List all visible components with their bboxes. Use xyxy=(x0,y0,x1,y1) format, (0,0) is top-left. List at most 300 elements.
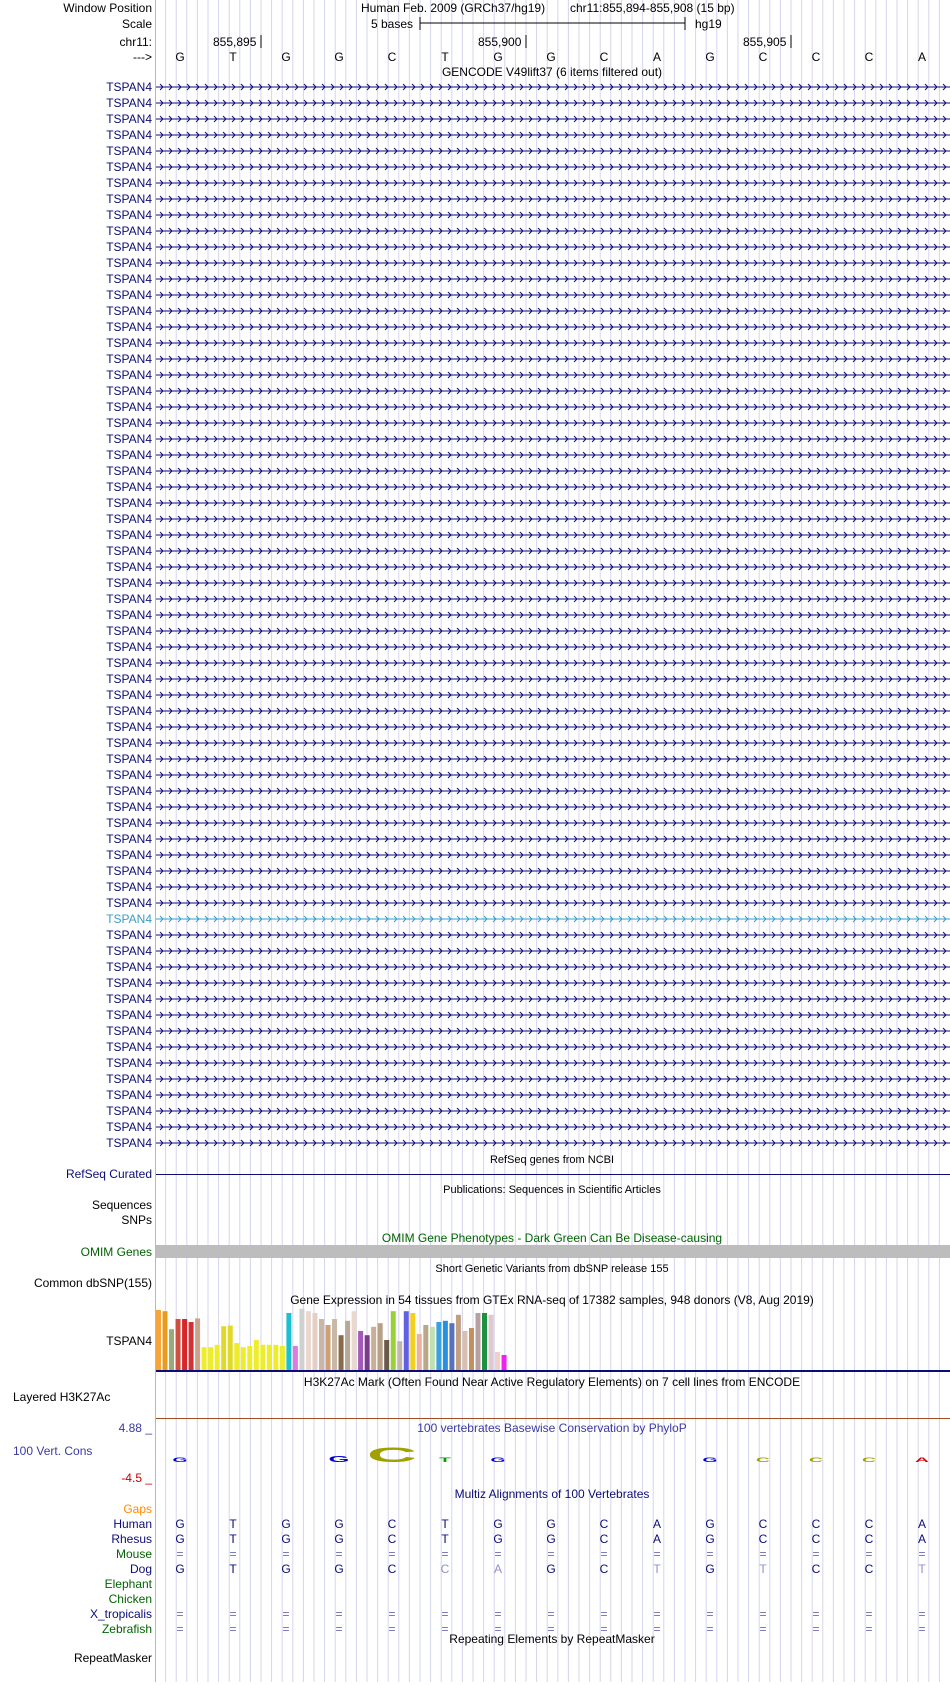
gencode-label[interactable]: TSPAN4 xyxy=(106,672,152,686)
gencode-label[interactable]: TSPAN4 xyxy=(106,1120,152,1134)
gencode-label[interactable]: TSPAN4 xyxy=(106,176,152,190)
gtex-bar[interactable] xyxy=(215,1345,220,1370)
gencode-transcript[interactable] xyxy=(156,340,950,346)
snp-label[interactable]: Common dbSNP(155) xyxy=(33,1276,152,1290)
gtex-bar[interactable] xyxy=(273,1345,278,1370)
gencode-title[interactable]: GENCODE V49lift37 (6 items filtered out) xyxy=(441,65,663,79)
gtex-bar[interactable] xyxy=(397,1341,402,1370)
base-5: T xyxy=(441,50,449,64)
gencode-label[interactable]: TSPAN4 xyxy=(106,112,152,126)
gencode-transcript[interactable] xyxy=(156,756,950,762)
alignment-base: T xyxy=(229,1517,237,1531)
gtex-bar[interactable] xyxy=(228,1326,233,1370)
gencode-label[interactable]: TSPAN4 xyxy=(106,752,152,766)
phylop-letter: C xyxy=(756,1456,770,1464)
h3k27ac-baseline xyxy=(156,1418,950,1419)
gtex-bar[interactable] xyxy=(378,1323,383,1370)
position-readout[interactable]: chr11:855,894-855,908 (15 bp) xyxy=(570,1,735,15)
gencode-label[interactable]: TSPAN4 xyxy=(106,352,152,366)
gencode-label[interactable]: TSPAN4 xyxy=(106,1056,152,1070)
gencode-transcript[interactable] xyxy=(156,548,950,554)
omim-title[interactable]: OMIM Gene Phenotypes - Dark Green Can Be Disease-causing xyxy=(381,1231,723,1245)
alignment-base: T xyxy=(229,1562,237,1576)
phylop-logo[interactable] xyxy=(156,1436,950,1474)
gencode-features[interactable] xyxy=(156,80,950,1150)
gtex-bar[interactable] xyxy=(462,1331,467,1370)
gencode-label[interactable]: TSPAN4 xyxy=(106,1008,152,1022)
gtex-bar[interactable] xyxy=(365,1335,370,1370)
alignment-base: = xyxy=(441,1547,449,1561)
gencode-label[interactable]: TSPAN4 xyxy=(106,848,152,862)
gencode-transcript[interactable] xyxy=(156,196,950,202)
multiz-title[interactable]: Multiz Alignments of 100 Vertebrates xyxy=(454,1487,650,1501)
gtex-bar[interactable] xyxy=(345,1321,350,1370)
repeatmasker-title[interactable]: Repeating Elements by RepeatMasker xyxy=(449,1632,655,1646)
gencode-label[interactable]: TSPAN4 xyxy=(106,624,152,638)
snps-label[interactable]: SNPs xyxy=(121,1213,152,1227)
gencode-label[interactable]: TSPAN4 xyxy=(106,496,152,510)
gtex-bar[interactable] xyxy=(384,1340,389,1370)
gencode-label[interactable]: TSPAN4 xyxy=(106,1040,152,1054)
phylop-label[interactable]: 100 Vert. Cons xyxy=(13,1444,93,1458)
gencode-label[interactable]: TSPAN4 xyxy=(106,784,152,798)
gencode-transcript[interactable] xyxy=(156,596,950,602)
gtex-bar[interactable] xyxy=(267,1345,272,1370)
gencode-label[interactable]: TSPAN4 xyxy=(106,768,152,782)
gencode-transcript[interactable] xyxy=(156,292,950,298)
ruler-ticks xyxy=(155,34,950,50)
gencode-transcript[interactable] xyxy=(156,308,950,314)
gencode-label[interactable]: TSPAN4 xyxy=(106,960,152,974)
gencode-label[interactable]: TSPAN4 xyxy=(106,256,152,270)
gencode-transcript[interactable] xyxy=(156,116,950,122)
gencode-transcript[interactable] xyxy=(156,276,950,282)
gencode-transcript[interactable] xyxy=(156,1012,950,1018)
gencode-transcript[interactable] xyxy=(156,468,950,474)
gtex-bar[interactable] xyxy=(456,1315,461,1370)
alignment-base: = xyxy=(600,1622,608,1636)
h3k27ac-label[interactable]: Layered H3K27Ac xyxy=(13,1390,111,1404)
alignment-base: = xyxy=(600,1607,608,1621)
gencode-label[interactable]: TSPAN4 xyxy=(106,912,152,926)
gencode-transcript[interactable] xyxy=(156,852,950,858)
gencode-label[interactable]: TSPAN4 xyxy=(106,528,152,542)
base-7: G xyxy=(546,50,556,64)
phylop-title[interactable]: 100 vertebrates Basewise Conservation by PhyloP xyxy=(417,1421,687,1435)
window-position-label: Window Position xyxy=(63,1,152,15)
alignment-base: = xyxy=(494,1547,502,1561)
gencode-transcript[interactable] xyxy=(156,164,950,170)
species-label-x_tropicalis[interactable]: X_tropicalis xyxy=(89,1607,152,1621)
gtex-bar[interactable] xyxy=(189,1322,194,1370)
gencode-transcript[interactable] xyxy=(156,964,950,970)
gtex-bar[interactable] xyxy=(280,1346,285,1370)
gencode-label[interactable]: TSPAN4 xyxy=(106,336,152,350)
gencode-transcript[interactable] xyxy=(156,612,950,618)
gencode-transcript[interactable] xyxy=(156,996,950,1002)
species-label-chicken[interactable]: Chicken xyxy=(108,1592,152,1606)
gencode-transcript[interactable] xyxy=(156,212,950,218)
gencode-label[interactable]: TSPAN4 xyxy=(106,320,152,334)
gencode-label[interactable]: TSPAN4 xyxy=(106,976,152,990)
gaps-label: Gaps xyxy=(123,1502,152,1516)
gtex-bar[interactable] xyxy=(502,1355,507,1370)
refseq-title[interactable]: RefSeq genes from NCBI xyxy=(489,1154,615,1166)
gencode-transcript[interactable] xyxy=(156,772,950,778)
gtex-bar[interactable] xyxy=(176,1319,181,1370)
gencode-transcript[interactable] xyxy=(156,916,950,922)
gtex-bar[interactable] xyxy=(254,1340,259,1370)
base-0: G xyxy=(175,50,185,64)
gtex-bar[interactable] xyxy=(247,1346,252,1370)
alignment-base: A xyxy=(917,1517,926,1531)
gencode-transcript[interactable] xyxy=(156,1140,950,1146)
gencode-transcript[interactable] xyxy=(156,500,950,506)
gencode-label[interactable]: TSPAN4 xyxy=(106,544,152,558)
gencode-transcript[interactable] xyxy=(156,372,950,378)
alignment-base: G xyxy=(175,1562,185,1576)
gtex-bar[interactable] xyxy=(221,1326,226,1370)
alignment-base: G xyxy=(705,1517,715,1531)
alignment-base: G xyxy=(546,1562,556,1576)
gencode-label[interactable]: TSPAN4 xyxy=(106,400,152,414)
gencode-transcript[interactable] xyxy=(156,564,950,570)
gencode-transcript[interactable] xyxy=(156,724,950,730)
gencode-transcript[interactable] xyxy=(156,708,950,714)
gencode-label[interactable]: TSPAN4 xyxy=(106,736,152,750)
publications-title[interactable]: Publications: Sequences in Scientific Articles xyxy=(443,1184,661,1196)
species-label-human[interactable]: Human xyxy=(113,1517,152,1531)
gencode-label[interactable]: TSPAN4 xyxy=(106,240,152,254)
alignment-base: C xyxy=(599,1562,609,1576)
gencode-label[interactable]: TSPAN4 xyxy=(106,944,152,958)
gtex-bar[interactable] xyxy=(358,1331,363,1370)
gencode-transcript[interactable] xyxy=(156,628,950,634)
gencode-label[interactable]: TSPAN4 xyxy=(106,144,152,158)
alignment-base: C xyxy=(387,1532,397,1546)
gtex-bar[interactable] xyxy=(371,1327,376,1370)
alignment-base: G xyxy=(281,1532,291,1546)
phylop-letter: A xyxy=(915,1456,929,1464)
gencode-transcript[interactable] xyxy=(156,516,950,522)
gtex-bar[interactable] xyxy=(449,1323,454,1370)
gencode-transcript[interactable] xyxy=(156,420,950,426)
species-label-elephant[interactable]: Elephant xyxy=(104,1577,152,1591)
gencode-label[interactable]: TSPAN4 xyxy=(106,416,152,430)
gtex-bar[interactable] xyxy=(326,1325,331,1370)
gtex-bar[interactable] xyxy=(241,1347,246,1370)
alignment-base: G xyxy=(546,1532,556,1546)
alignment-base: G xyxy=(334,1562,344,1576)
base-11: C xyxy=(758,50,768,64)
alignment-base: = xyxy=(547,1607,555,1621)
gencode-transcript[interactable] xyxy=(156,452,950,458)
gtex-bar[interactable] xyxy=(312,1313,317,1370)
gtex-title[interactable]: Gene Expression in 54 tissues from GTEx RNA-seq of 17382 samples, 948 donors (V8, Aug 2019) xyxy=(290,1293,814,1307)
gtex-bar[interactable] xyxy=(332,1319,337,1370)
gencode-label[interactable]: TSPAN4 xyxy=(106,656,152,670)
alignment-base: C xyxy=(864,1562,874,1576)
gencode-transcript[interactable] xyxy=(156,1092,950,1098)
gencode-transcript[interactable] xyxy=(156,228,950,234)
gtex-bar[interactable] xyxy=(195,1318,200,1370)
gencode-label[interactable]: TSPAN4 xyxy=(106,816,152,830)
base-9: A xyxy=(652,50,661,64)
base-10: G xyxy=(705,50,715,64)
gencode-label[interactable]: TSPAN4 xyxy=(106,896,152,910)
gtex-bar[interactable] xyxy=(306,1311,311,1370)
alignment-base: G xyxy=(281,1562,291,1576)
gtex-bar[interactable] xyxy=(208,1347,213,1370)
alignment-base: = xyxy=(918,1607,926,1621)
gencode-label[interactable]: TSPAN4 xyxy=(106,464,152,478)
phylop-letter: C xyxy=(809,1456,823,1464)
alignment-base: T xyxy=(441,1532,449,1546)
gtex-bar[interactable] xyxy=(182,1319,187,1370)
alignment-base: = xyxy=(759,1607,767,1621)
gencode-transcript[interactable] xyxy=(156,404,950,410)
gtex-bar[interactable] xyxy=(417,1334,422,1370)
gencode-label[interactable]: TSPAN4 xyxy=(106,1104,152,1118)
gtex-bar[interactable] xyxy=(299,1309,304,1370)
gencode-label[interactable]: TSPAN4 xyxy=(106,640,152,654)
strand-label: ---> xyxy=(133,50,152,64)
gencode-transcript[interactable] xyxy=(156,436,950,442)
gtex-bar[interactable] xyxy=(469,1328,474,1370)
alignment-base: = xyxy=(441,1607,449,1621)
gencode-label[interactable]: TSPAN4 xyxy=(106,80,152,94)
gencode-transcript[interactable] xyxy=(156,932,950,938)
gtex-bar[interactable] xyxy=(234,1343,239,1370)
phylop-letter: G xyxy=(328,1454,350,1465)
gencode-label[interactable]: TSPAN4 xyxy=(106,576,152,590)
alignment-base: = xyxy=(706,1547,714,1561)
gencode-label[interactable]: TSPAN4 xyxy=(106,832,152,846)
gencode-transcript[interactable] xyxy=(156,676,950,682)
base-14: A xyxy=(917,50,926,64)
gencode-label[interactable]: TSPAN4 xyxy=(106,1088,152,1102)
gencode-transcript[interactable] xyxy=(156,692,950,698)
gencode-label[interactable]: TSPAN4 xyxy=(106,224,152,238)
gencode-transcript[interactable] xyxy=(156,804,950,810)
gencode-label[interactable]: TSPAN4 xyxy=(106,560,152,574)
phylop-letter: T xyxy=(439,1456,451,1464)
gencode-label[interactable]: TSPAN4 xyxy=(106,512,152,526)
sequences-label[interactable]: Sequences xyxy=(91,1198,152,1212)
gencode-transcript[interactable] xyxy=(156,836,950,842)
gencode-transcript[interactable] xyxy=(156,868,950,874)
gencode-transcript[interactable] xyxy=(156,132,950,138)
gtex-bar[interactable] xyxy=(404,1311,409,1370)
gtex-bar[interactable] xyxy=(319,1319,324,1370)
gencode-transcript[interactable] xyxy=(156,788,950,794)
gencode-transcript[interactable] xyxy=(156,948,950,954)
gencode-transcript[interactable] xyxy=(156,820,950,826)
gtex-label[interactable]: TSPAN4 xyxy=(106,1334,152,1348)
gencode-label[interactable]: TSPAN4 xyxy=(106,1024,152,1038)
alignment-base: A xyxy=(493,1562,502,1576)
repeatmasker-label[interactable]: RepeatMasker xyxy=(73,1651,152,1665)
alignment-base: C xyxy=(758,1517,768,1531)
alignment-base: = xyxy=(494,1622,502,1636)
alignment-base: = xyxy=(865,1607,873,1621)
gtex-bar[interactable] xyxy=(286,1313,291,1370)
alignment-base: = xyxy=(865,1622,873,1636)
gencode-transcript[interactable] xyxy=(156,388,950,394)
scale-text: 5 bases xyxy=(371,17,414,31)
phylop-min: -4.5 _ xyxy=(121,1471,152,1485)
gencode-transcript[interactable] xyxy=(156,100,950,106)
alignment-base: G xyxy=(705,1562,715,1576)
gencode-label[interactable]: TSPAN4 xyxy=(106,480,152,494)
gencode-label[interactable]: TSPAN4 xyxy=(106,864,152,878)
gencode-transcript[interactable] xyxy=(156,884,950,890)
gencode-transcript[interactable] xyxy=(156,260,950,266)
gencode-label[interactable]: TSPAN4 xyxy=(106,800,152,814)
alignment-base: C xyxy=(811,1562,821,1576)
gtex-bar[interactable] xyxy=(169,1329,174,1370)
gencode-label[interactable]: TSPAN4 xyxy=(106,928,152,942)
gencode-label[interactable]: TSPAN4 xyxy=(106,704,152,718)
gencode-label[interactable]: TSPAN4 xyxy=(106,880,152,894)
gencode-transcript[interactable] xyxy=(156,1060,950,1066)
gencode-label[interactable]: TSPAN4 xyxy=(106,208,152,222)
alignment-base: = xyxy=(494,1607,502,1621)
gencode-transcript[interactable] xyxy=(156,1108,950,1114)
tick-label-1: 855,895 xyxy=(213,35,257,49)
gencode-transcript[interactable] xyxy=(156,356,950,362)
gencode-transcript[interactable] xyxy=(156,1124,950,1130)
gencode-label[interactable]: TSPAN4 xyxy=(106,448,152,462)
h3k27ac-title[interactable]: H3K27Ac Mark (Often Found Near Active Regulatory Elements) on 7 cell lines from ENCODE xyxy=(303,1375,801,1389)
gencode-label[interactable]: TSPAN4 xyxy=(106,288,152,302)
gencode-transcript[interactable] xyxy=(156,980,950,986)
alignment-base: T xyxy=(229,1532,237,1546)
gencode-label[interactable]: TSPAN4 xyxy=(106,128,152,142)
base-3: G xyxy=(334,50,344,64)
gencode-label[interactable]: TSPAN4 xyxy=(106,1072,152,1086)
gencode-label[interactable]: TSPAN4 xyxy=(106,96,152,110)
omim-feature[interactable] xyxy=(156,1245,950,1258)
gencode-transcript[interactable] xyxy=(156,1076,950,1082)
gencode-transcript[interactable] xyxy=(156,1044,950,1050)
gtex-bar[interactable] xyxy=(156,1310,161,1370)
alignment-base: C xyxy=(758,1532,768,1546)
alignment-base: G xyxy=(281,1517,291,1531)
omim-label[interactable]: OMIM Genes xyxy=(80,1245,152,1259)
species-label-mouse[interactable]: Mouse xyxy=(115,1547,152,1561)
gtex-bar[interactable] xyxy=(423,1325,428,1370)
alignment-base: C xyxy=(440,1562,450,1576)
species-label-rhesus[interactable]: Rhesus xyxy=(111,1532,152,1546)
gtex-bar[interactable] xyxy=(391,1311,396,1370)
gtex-bar[interactable] xyxy=(495,1352,500,1370)
gencode-label[interactable]: TSPAN4 xyxy=(106,368,152,382)
gencode-label[interactable]: TSPAN4 xyxy=(106,432,152,446)
gtex-bar[interactable] xyxy=(352,1311,357,1370)
gtex-bar[interactable] xyxy=(482,1313,487,1370)
gtex-bar[interactable] xyxy=(443,1321,448,1370)
alignment-base: = xyxy=(388,1607,396,1621)
base-4: C xyxy=(387,50,397,64)
gencode-transcript[interactable] xyxy=(156,180,950,186)
gencode-label[interactable]: TSPAN4 xyxy=(106,192,152,206)
gencode-transcript[interactable] xyxy=(156,580,950,586)
gencode-transcript[interactable] xyxy=(156,532,950,538)
scale-bar xyxy=(419,15,689,31)
gtex-bar[interactable] xyxy=(293,1346,298,1370)
gencode-transcript[interactable] xyxy=(156,84,950,90)
gtex-bar[interactable] xyxy=(410,1313,415,1370)
gtex-baseline xyxy=(156,1370,950,1372)
gencode-label[interactable]: TSPAN4 xyxy=(106,720,152,734)
base-1: T xyxy=(229,50,237,64)
refseq-label[interactable]: RefSeq Curated xyxy=(65,1167,152,1181)
alignment-base: = xyxy=(653,1547,661,1561)
alignment-base: = xyxy=(229,1622,237,1636)
gtex-bars[interactable] xyxy=(156,1306,950,1371)
gtex-bar[interactable] xyxy=(163,1311,168,1370)
alignment-base: C xyxy=(387,1517,397,1531)
alignment-base: = xyxy=(176,1622,184,1636)
gtex-bar[interactable] xyxy=(475,1313,480,1370)
alignment-base: = xyxy=(653,1607,661,1621)
species-label-dog[interactable]: Dog xyxy=(129,1562,152,1576)
gtex-bar[interactable] xyxy=(489,1315,494,1370)
scale-db: hg19 xyxy=(695,17,722,31)
alignment-base: = xyxy=(547,1547,555,1561)
gtex-bar[interactable] xyxy=(260,1345,265,1370)
gencode-label[interactable]: TSPAN4 xyxy=(106,272,152,286)
species-label-zebrafish[interactable]: Zebrafish xyxy=(101,1622,152,1636)
gencode-transcript[interactable] xyxy=(156,900,950,906)
gencode-transcript[interactable] xyxy=(156,148,950,154)
gtex-bar[interactable] xyxy=(430,1327,435,1370)
alignment-base: G xyxy=(493,1532,503,1546)
gencode-label[interactable]: TSPAN4 xyxy=(106,160,152,174)
gencode-label[interactable]: TSPAN4 xyxy=(106,1136,152,1150)
gencode-transcript[interactable] xyxy=(156,644,950,650)
alignment-base: = xyxy=(441,1622,449,1636)
gtex-bar[interactable] xyxy=(202,1347,207,1370)
alignment-base: = xyxy=(812,1622,820,1636)
gencode-transcript[interactable] xyxy=(156,324,950,330)
alignment-base: A xyxy=(652,1517,661,1531)
gencode-label[interactable]: TSPAN4 xyxy=(106,992,152,1006)
gencode-transcript[interactable] xyxy=(156,484,950,490)
gencode-transcript[interactable] xyxy=(156,1028,950,1034)
gencode-transcript[interactable] xyxy=(156,740,950,746)
gencode-label[interactable]: TSPAN4 xyxy=(106,304,152,318)
base-12: C xyxy=(811,50,821,64)
alignment-base: = xyxy=(653,1622,661,1636)
alignment-base: = xyxy=(335,1547,343,1561)
alignment-base: = xyxy=(547,1622,555,1636)
gencode-transcript[interactable] xyxy=(156,660,950,666)
gtex-bar[interactable] xyxy=(436,1322,441,1370)
refseq-feature[interactable] xyxy=(156,1174,950,1175)
alignment-base: = xyxy=(282,1547,290,1561)
gencode-label[interactable]: TSPAN4 xyxy=(106,608,152,622)
gencode-transcript[interactable] xyxy=(156,244,950,250)
snp-title[interactable]: Short Genetic Variants from dbSNP release 155 xyxy=(435,1263,669,1275)
gencode-label[interactable]: TSPAN4 xyxy=(106,384,152,398)
base-2: G xyxy=(281,50,291,64)
gtex-bar[interactable] xyxy=(339,1335,344,1370)
alignment-base: G xyxy=(334,1532,344,1546)
gencode-label[interactable]: TSPAN4 xyxy=(106,688,152,702)
gencode-label[interactable]: TSPAN4 xyxy=(106,592,152,606)
